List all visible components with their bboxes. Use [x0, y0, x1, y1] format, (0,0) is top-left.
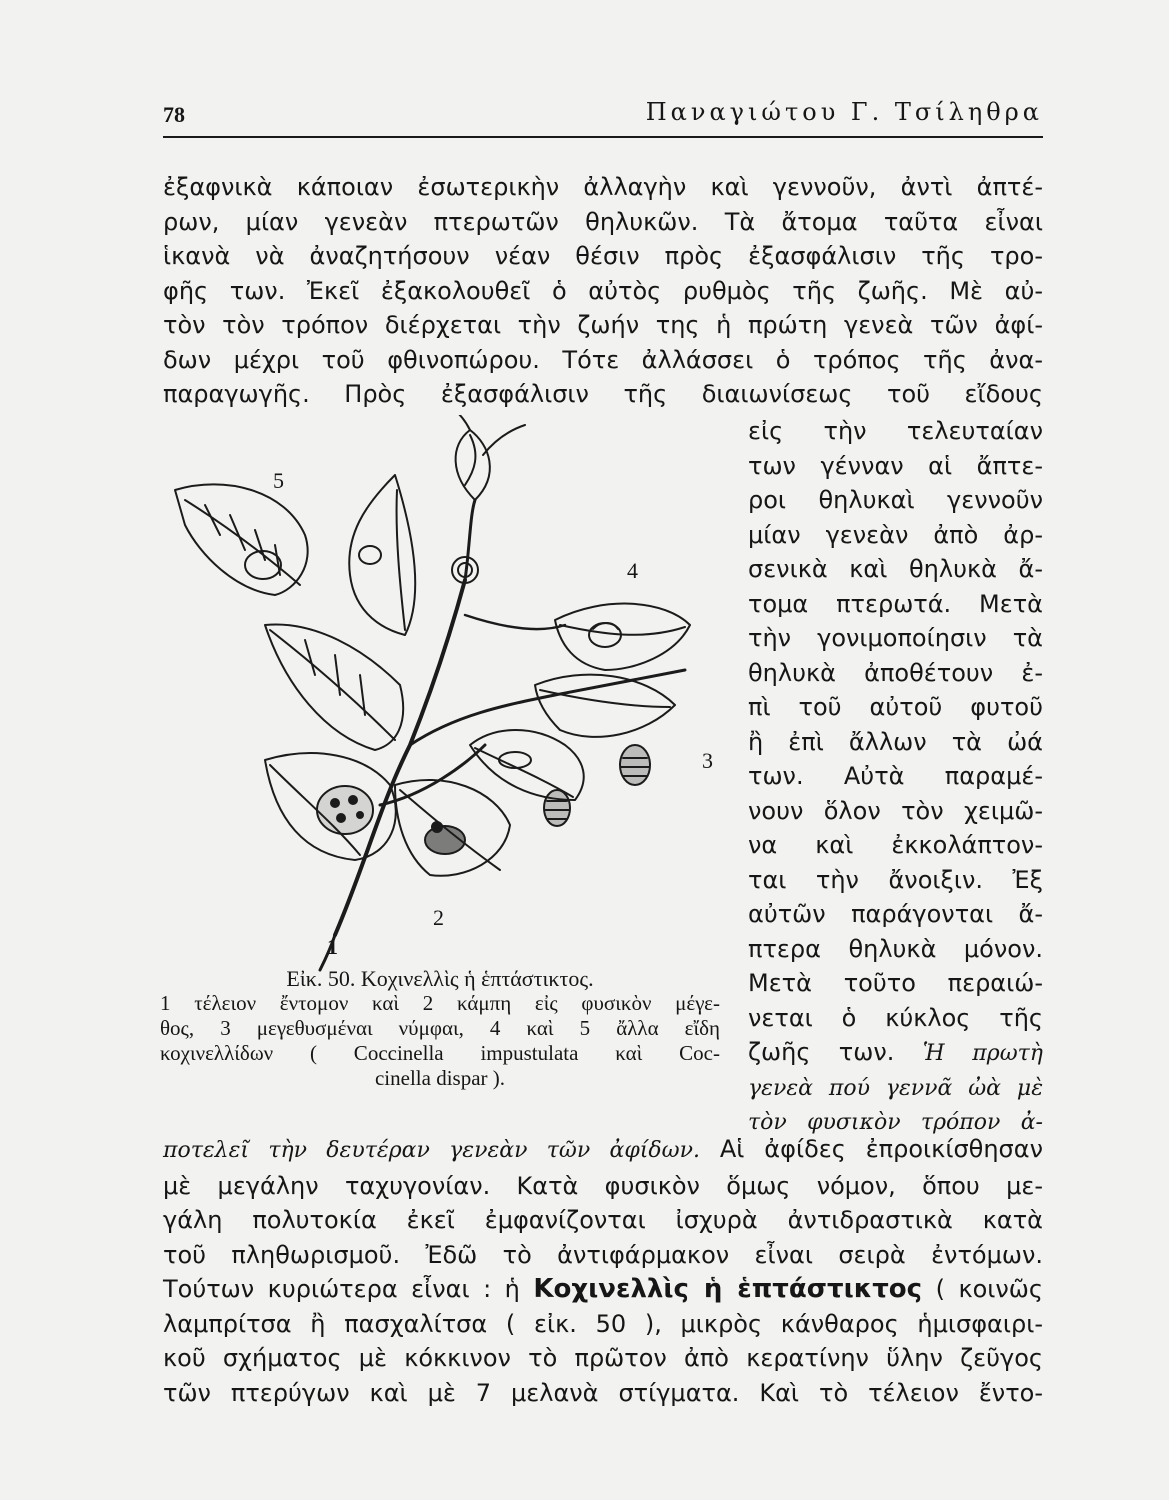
text-line: Μετὰ τοῦτο περαιώ-: [748, 969, 1043, 997]
text-line: ροι θηλυκαὶ γεννοῦν: [748, 486, 1043, 514]
text-plain: ζωῆς των.: [748, 1038, 895, 1066]
text-line: ἢ ἐπὶ ἄλλων τὰ ὠά: [748, 727, 1043, 756]
running-head: Παναγιώτου Γ. Τσίληθρα: [645, 98, 1043, 126]
text-line: θηλυκὰ ἀποθέτουν ἐ-: [748, 658, 1043, 687]
text-line: τοῦ πληθωρισμοῦ. Ἐδῶ τὸ ἀντιφάρμακον εἶναι σειρὰ ἐντόμων.: [163, 1240, 1043, 1269]
figure-label-2: 2: [433, 905, 444, 930]
text-line: πὶ τοῦ αὐτοῦ φυτοῦ: [748, 693, 1043, 721]
text-line: τομα πτερωτά. Μετὰ: [748, 589, 1043, 618]
figure-caption: [160, 966, 720, 1091]
text-line-mixed: [748, 1035, 1043, 1072]
species-name: Κοχινελλὶς ἡ ἑπτάστικτος: [533, 1274, 923, 1304]
page-number: 78: [163, 102, 185, 127]
paragraph-top: [163, 170, 1043, 412]
text-line: μὲ μεγάλην ταχυγονίαν. Κατὰ φυσικὸν ὅμως νόμον, ὅπου με-: [163, 1171, 1043, 1200]
figure-label-4: 4: [627, 558, 638, 583]
text-line: των γένναν αἱ ἄπτε-: [748, 451, 1043, 480]
text-line: τῶν πτερύγων καὶ μὲ 7 μελανὰ στίγματα. Καὶ τὸ τέλειον ἔντο-: [163, 1378, 1043, 1407]
ladybird-illustration: [165, 415, 725, 975]
text-plain: ( κοινῶς: [935, 1275, 1043, 1303]
text-plain: Τούτων κυριώτερα εἶναι : ἡ: [163, 1275, 520, 1303]
caption-line: cinella dispar ).: [374, 1066, 506, 1090]
text-line: ἱκανὰ νὰ ἀναζητήσουν νέαν θέσιν πρὸς ἐξασφάλισιν τῆς τρο-: [163, 242, 1043, 270]
text-line: εἰς τὴν τελευταίαν: [748, 417, 1043, 445]
paragraph-bottom: [163, 1132, 1043, 1410]
side-column: [748, 414, 1043, 1141]
text-line: νεται ὁ κύκλος τῆς: [748, 1003, 1043, 1032]
text-line: δων μέχρι τοῦ φθινοπώρου. Τότε ἀλλάσσει ὁ τρόπος τῆς ἀνα-: [163, 345, 1043, 374]
text-line: φῆς των. Ἐκεῖ ἐξακολουθεῖ ὁ αὐτὸς ρυθμὸς τῆς ζωῆς. Μὲ αὐ-: [163, 276, 1043, 305]
figure-label-1: 1: [327, 934, 338, 959]
figure-label-3: 3: [702, 748, 713, 773]
page-header: [163, 100, 1043, 138]
text-line: κοῦ σχήματος μὲ κόκκινον τὸ πρῶτον ἀπὸ κερατίνην ὕλην ζεῦγος: [163, 1344, 1043, 1372]
text-line-italic: γενεὰ πού γεννᾶ ὠὰ μὲ: [748, 1075, 1043, 1101]
text-line: πτερα θηλυκὰ μόνον.: [748, 934, 1043, 963]
text-italic: Ἡ πρωτὴ: [922, 1041, 1043, 1066]
caption-line: θος, 3 μεγεθυσμέναι νύμφαι, 4 καὶ 5 ἄλλα εἴδη: [160, 1016, 720, 1040]
text-line-mixed: [163, 1132, 1043, 1169]
figure-label-5: 5: [273, 468, 284, 493]
caption-line: κοχινελλίδων ( Coccinella impustulata καὶ Coc-: [160, 1041, 720, 1065]
text-line: γάλη πολυτοκία ἐκεῖ ἐμφανίζονται ἰσχυρὰ ἀντιδραστικὰ κατὰ: [163, 1206, 1043, 1234]
text-line: τὸν τὸν τρόπον διέρχεται τὴν ζωήν της ἡ πρώτη γενεὰ τῶν ἀφί-: [163, 311, 1043, 339]
text-line: αὐτῶν παράγονται ἄ-: [748, 900, 1043, 928]
text-line: ἐξαφνικὰ κάποιαν ἐσωτερικὴν ἀλλαγὴν καὶ γεννοῦν, ἀντὶ ἀπτέ-: [163, 173, 1043, 201]
text-italic: ποτελεῖ τὴν δευτέραν γενεὰν τῶν ἀφίδων.: [163, 1138, 700, 1163]
text-line-key: [163, 1272, 1043, 1307]
rose-branch-drawing: [165, 415, 725, 975]
text-plain: Αἱ ἀφίδες ἐπροικίσθησαν: [719, 1135, 1043, 1163]
text-line: μίαν γενεὰν ἀπὸ ἀρ-: [748, 520, 1043, 549]
text-line: ται τὴν ἄνοιξιν. Ἐξ: [748, 865, 1043, 894]
text-line: παραγωγῆς. Πρὸς ἐξασφάλισιν τῆς διαιωνίσεως τοῦ εἴδους: [163, 380, 1043, 408]
text-line: λαμπρίτσα ἢ πασχαλίτσα ( εἰκ. 50 ), μικρὸς κάνθαρος ἡμισφαιρι-: [163, 1309, 1043, 1338]
text-line: των. Αὐτὰ παραμέ-: [748, 762, 1043, 790]
caption-title: Εἰκ. 50. Κοχινελλὶς ἡ ἑπτάστικτος.: [286, 966, 594, 991]
text-line: σενικὰ καὶ θηλυκὰ ἄ-: [748, 555, 1043, 583]
text-line: ρων, μίαν γενεὰν πτερωτῶν θηλυκῶν. Τὰ ἄτομα ταῦτα εἶναι: [163, 207, 1043, 236]
text-line: νουν ὅλον τὸν χειμῶ-: [748, 796, 1043, 825]
text-line: τὴν γονιμοποίησιν τὰ: [748, 624, 1043, 652]
text-line: να καὶ ἐκκολάπτον-: [748, 831, 1043, 859]
caption-line: 1 τέλειον ἔντομον καὶ 2 κάμπη εἰς φυσικὸν μέγε-: [160, 991, 720, 1015]
text-line-italic: τὸν φυσικὸν τρόπον ἀ-: [748, 1110, 1043, 1135]
